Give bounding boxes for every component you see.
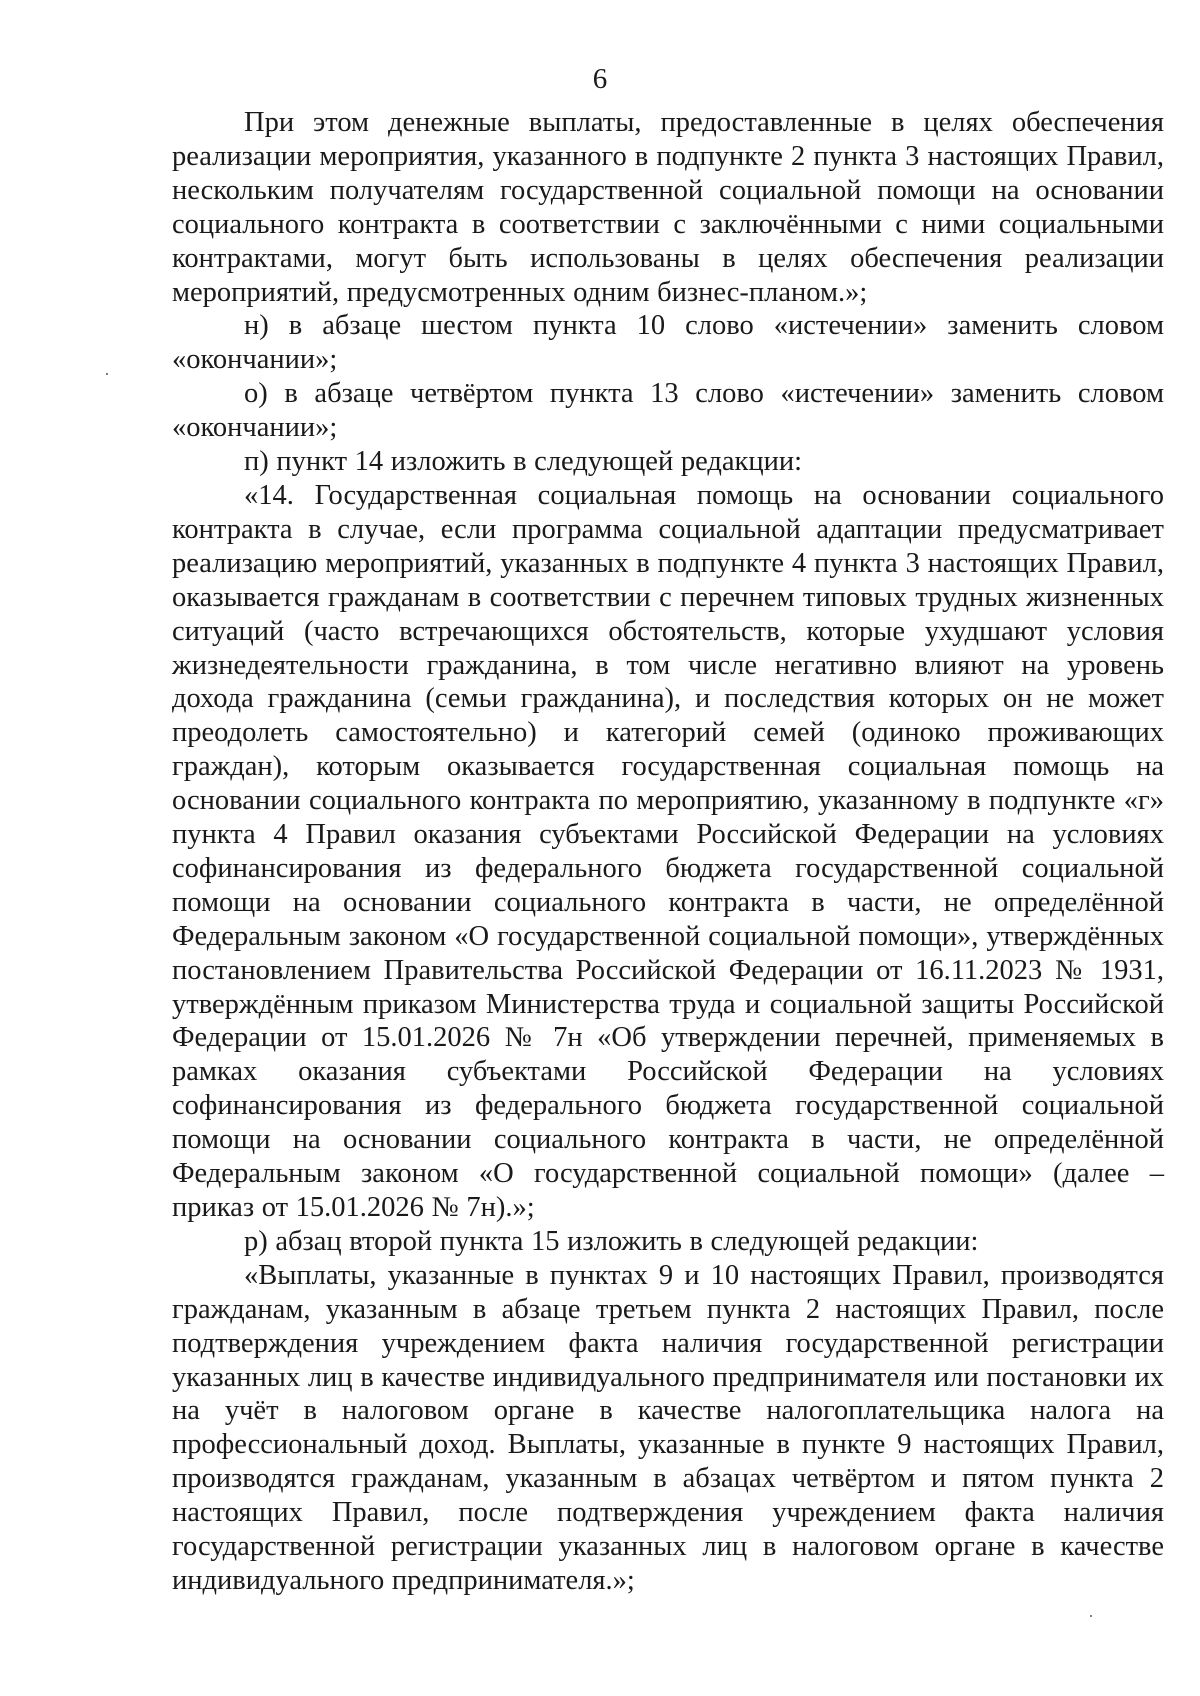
paragraph-point-14: «14. Государственная социальная помощь на основании социального контракта в случае, если программа социальной адаптации предусматривает реализацию мероприятий, указанных в подпункте 4 пункта 3 настоящих Правил, оказывается гражданам в соответствии с перечнем типовых трудных жизненных ситуаций (часто встречающихся обстоятельств, которые ухудшают условия жизнедеятельности гражданина, в том числе негативно влияют на уровень дохода гражданина (семьи гражданина), и последствия которых он не может преодолеть самостоятельно) и категорий семей (одиноко проживающих граждан), которым оказывается государственная социальная помощь на основании социального контракта по мероприятию, указанному в подпункте «г» пункта 4 Правил оказания субъектами Российской Федерации на условиях софинансирования из федерального бюджета государственной социальной помощи на основании социального контракта в части, не определённой Федеральным законом «О государственной социальной помощи», утверждённых постановлением Правительства Российской Федерации от 16.11.2023 № 1931, утверждённым приказом Министерства труда и социальной защиты Российской Федерации от 15.01.2026 № 7н «Об утверждении перечней, применяемых в рамках оказания субъектами Российской Федерации на условиях софинансирования из федерального бюджета государственной социальной помощи на основании социального контракта в части, не определённой Федеральным законом «О государственной социальной помощи» (далее – приказ от 15.01.2026 № 7н).»; bbox=[172, 479, 1164, 1223]
paragraph-item-p: п) пункт 14 изложить в следующей редакции: bbox=[244, 446, 803, 478]
paragraph-item-r: р) абзац второй пункта 15 изложить в следующей редакции: bbox=[244, 1225, 979, 1257]
document-body bbox=[172, 106, 1164, 1598]
paragraph-payments-point-15: «Выплаты, указанные в пунктах 9 и 10 настоящих Правил, производятся гражданам, указанным в абзаце третьем пункта 2 настоящих Правил, после подтверждения учреждением факта наличия государственной регистрации указанных лиц в качестве индивидуального предпринимателя или постановки их на учёт в налоговом органе в качестве налогоплательщика налога на профессиональный доход. Выплаты, указанные в пункте 9 настоящих Правил, производятся гражданам, указанным в абзацах четвёртом и пятом пункта 2 настоящих Правил, после подтверждения учреждением факта наличия государственной регистрации указанных лиц в налоговом органе в качестве индивидуального предпринимателя.»; bbox=[172, 1259, 1164, 1596]
paragraph-item-o: о) в абзаце четвёртом пункта 13 слово «истечении» заменить словом «окончании»; bbox=[172, 378, 1164, 444]
scan-speck bbox=[106, 373, 108, 375]
paragraph-business-plan-payments: При этом денежные выплаты, предоставленные в целях обеспечения реализации мероприятия, указанного в подпункте 2 пункта 3 настоящих Правил, нескольким получателям государственной социальной помощи на основании социального контракта в соответствии с заключёнными с ними социальными контрактами, могут быть использованы в целях обеспечения реализации мероприятий, предусмотренных одним бизнес-планом.»; bbox=[172, 107, 1164, 308]
scan-speck bbox=[1090, 1615, 1092, 1617]
paragraph-item-n: н) в абзаце шестом пункта 10 слово «истечении» заменить словом «окончании»; bbox=[172, 310, 1164, 376]
page-number: 6 bbox=[592, 63, 608, 95]
